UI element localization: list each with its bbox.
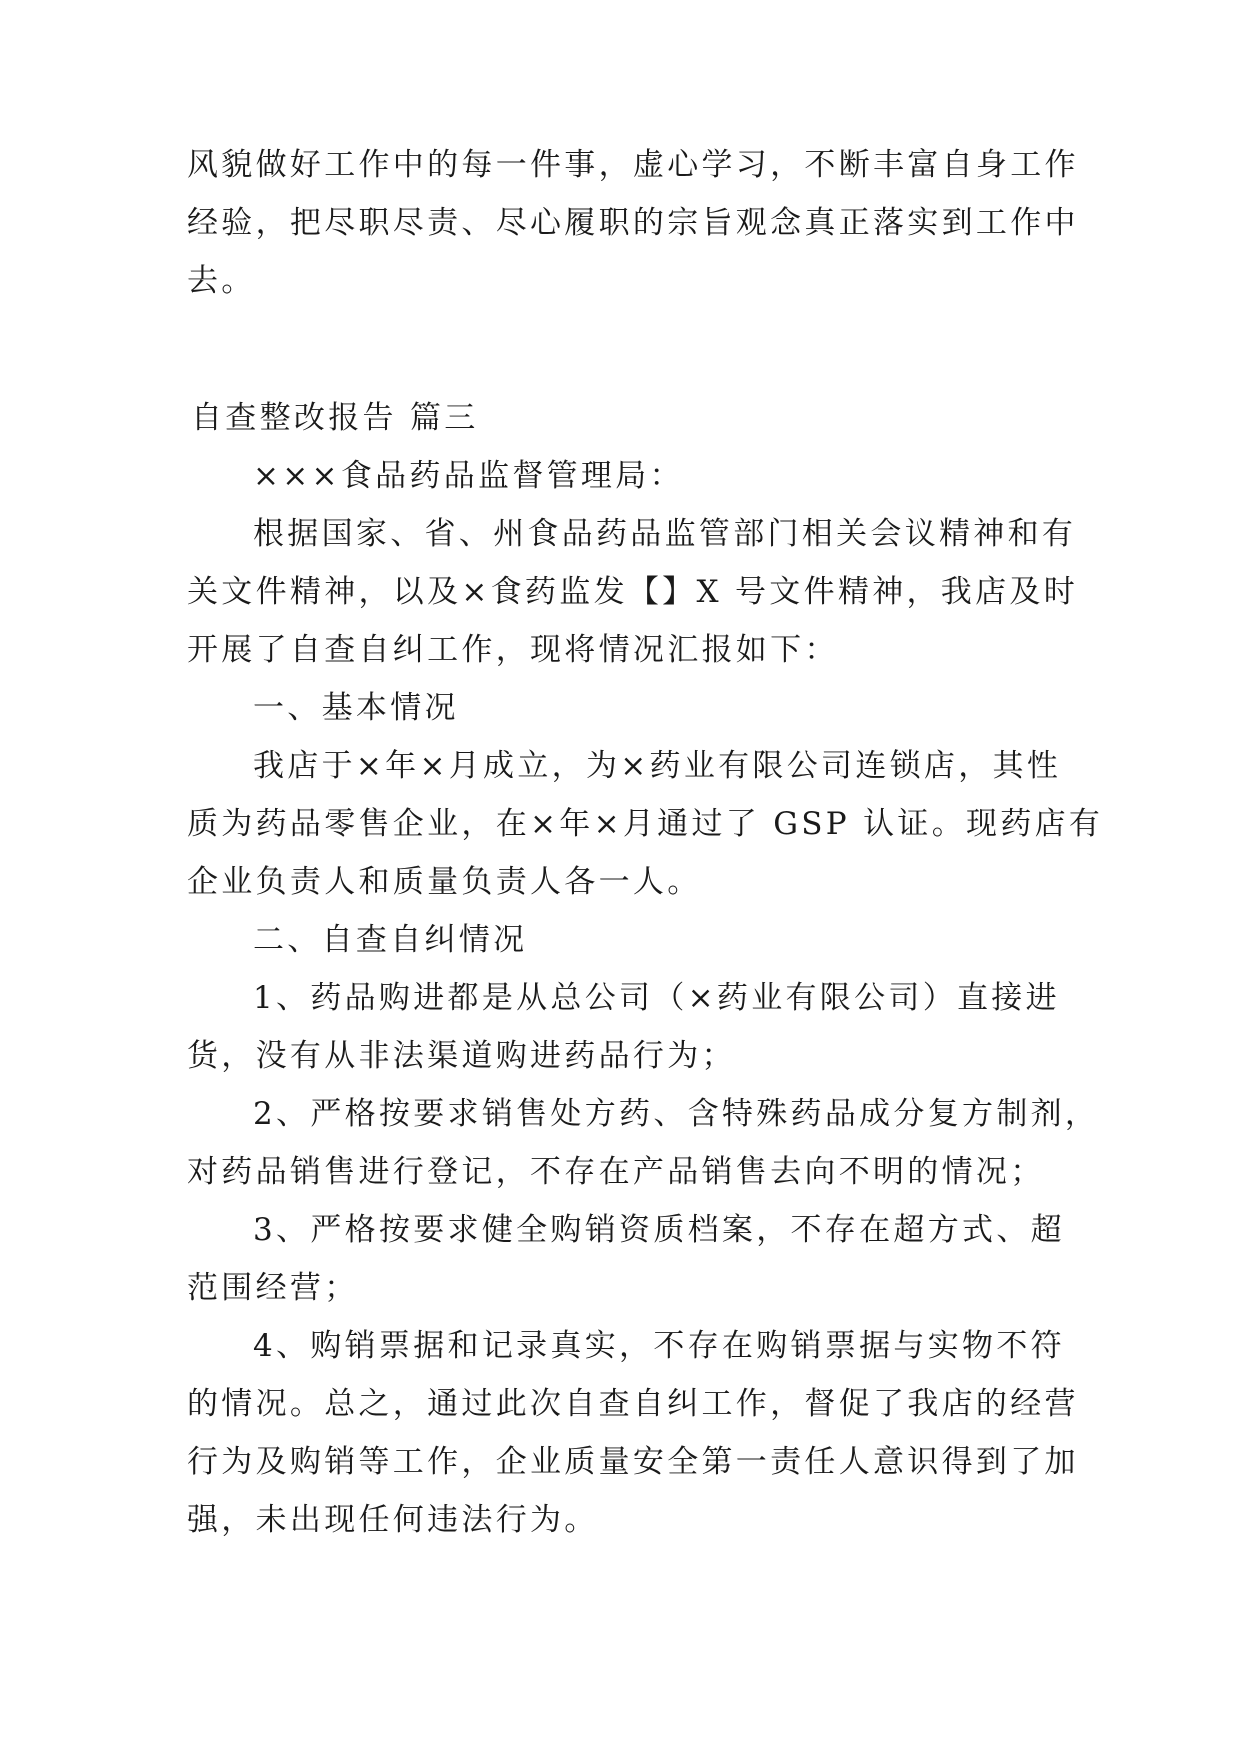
text-line: 我店于×年×月成立，为×药业有限公司连锁店，其性 bbox=[253, 748, 1062, 784]
text-line: 3、严格按要求健全购销资质档案，不存在超方式、超 bbox=[253, 1212, 1065, 1248]
section-heading: 自查整改报告 篇三 bbox=[191, 400, 479, 436]
text-line: 1、药品购进都是从总公司（×药业有限公司）直接进 bbox=[253, 980, 1060, 1016]
text-line: 关文件精神，以及×食药监发【】X 号文件精神，我店及时 bbox=[187, 574, 1078, 610]
subheading-basic-info: 一、基本情况 bbox=[253, 690, 459, 726]
text-line: 开展了自查自纠工作，现将情况汇报如下： bbox=[187, 632, 839, 668]
text-line: 货，没有从非法渠道购进药品行为； bbox=[187, 1038, 736, 1074]
text-line: 行为及购销等工作，企业质量安全第一责任人意识得到了加 bbox=[187, 1444, 1079, 1480]
text-line: 去。 bbox=[187, 263, 256, 299]
text-line: 范围经营； bbox=[187, 1270, 359, 1306]
text-line: 4、购销票据和记录真实，不存在购销票据与实物不符 bbox=[253, 1328, 1065, 1364]
text-line: 对药品销售进行登记，不存在产品销售去向不明的情况； bbox=[187, 1154, 1045, 1190]
text-line: 2、严格按要求销售处方药、含特殊药品成分复方制剂， bbox=[253, 1096, 1100, 1132]
text-line: 企业负责人和质量负责人各一人。 bbox=[187, 864, 702, 900]
addressee-line: ×××食品药品监督管理局： bbox=[253, 458, 684, 494]
text-line: 强，未出现任何违法行为。 bbox=[187, 1502, 599, 1538]
text-line: 的情况。总之，通过此次自查自纠工作，督促了我店的经营 bbox=[187, 1386, 1079, 1422]
text-line: 根据国家、省、州食品药品监管部门相关会议精神和有 bbox=[253, 516, 1077, 552]
text-line: 风貌做好工作中的每一件事，虚心学习，不断丰富自身工作 bbox=[187, 147, 1079, 183]
text-line: 经验，把尽职尽责、尽心履职的宗旨观念真正落实到工作中 bbox=[187, 205, 1079, 241]
subheading-self-check: 二、自查自纠情况 bbox=[253, 922, 528, 958]
text-line: 质为药品零售企业，在×年×月通过了 GSP 认证。现药店有 bbox=[187, 806, 1104, 842]
